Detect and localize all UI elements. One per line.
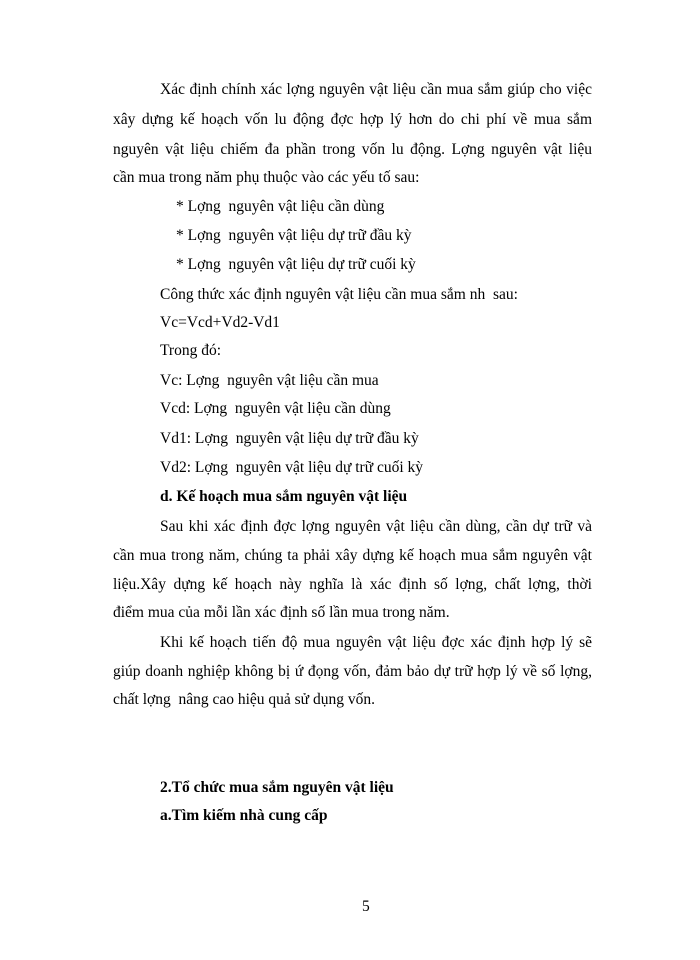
where-label: Trong đó:: [160, 342, 222, 359]
paragraph-1-line-1: Xác định chính xác lợng nguyên vật liệu cần mua sắm giúp cho việc: [160, 81, 592, 98]
paragraph-2-line-3: liệu.Xây dựng kế hoạch này nghĩa là xác định số lợng, chất lợng, thời: [113, 576, 592, 593]
paragraph-2-line-2: cần mua trong năm, chúng ta phải xây dựng kế hoạch mua sắm nguyên vật: [113, 547, 592, 564]
paragraph-3-line-3: chất lợng nâng cao hiệu quả sử dụng vốn.: [113, 691, 375, 708]
definition-item: Vd1: Lợng nguyên vật liệu dự trữ đầu kỳ: [160, 430, 419, 447]
section-heading-d: d. Kế hoạch mua sắm nguyên vật liệu: [160, 488, 408, 505]
definition-item: Vd2: Lợng nguyên vật liệu dự trữ cuối kỳ: [160, 459, 424, 476]
paragraph-3-line-2: giúp doanh nghiệp không bị ứ đọng vốn, đảm bảo dự trữ hợp lý về số lợng,: [113, 663, 592, 680]
paragraph-1-line-2: xây dựng kế hoạch vốn lu động đợc hợp lý hơn do chi phí về mua sắm: [113, 111, 592, 128]
factor-item: * Lợng nguyên vật liệu cần dùng: [176, 198, 385, 215]
paragraph-2-line-4: điểm mua của mỗi lần xác định số lần mua trong năm.: [113, 604, 450, 621]
formula: Vc=Vcd+Vd2-Vd1: [160, 314, 280, 331]
formula-intro: Công thức xác định nguyên vật liệu cần mua sắm nh sau:: [160, 286, 518, 303]
paragraph-1-line-4: cần mua trong năm phụ thuộc vào các yếu tố sau:: [113, 169, 420, 186]
paragraph-3-line-1: Khi kế hoạch tiến độ mua nguyên vật liệu đợc xác định hợp lý sẽ: [160, 634, 592, 651]
factor-item: * Lợng nguyên vật liệu dự trữ cuối kỳ: [176, 256, 416, 273]
definition-item: Vcd: Lợng nguyên vật liệu cần dùng: [160, 400, 391, 417]
paragraph-1-line-3: nguyên vật liệu chiếm đa phần trong vốn lu động. Lợng nguyên vật liệu: [113, 141, 592, 158]
section-heading-a: a.Tìm kiếm nhà cung cấp: [160, 807, 328, 824]
page-number: 5: [362, 898, 370, 915]
definition-item: Vc: Lợng nguyên vật liệu cần mua: [160, 372, 379, 389]
section-heading-2: 2.Tổ chức mua sắm nguyên vật liệu: [160, 779, 394, 796]
paragraph-2-line-1: Sau khi xác định đợc lợng nguyên vật liệu cần dùng, cần dự trữ và: [160, 518, 592, 535]
factor-item: * Lợng nguyên vật liệu dự trữ đầu kỳ: [176, 227, 412, 244]
